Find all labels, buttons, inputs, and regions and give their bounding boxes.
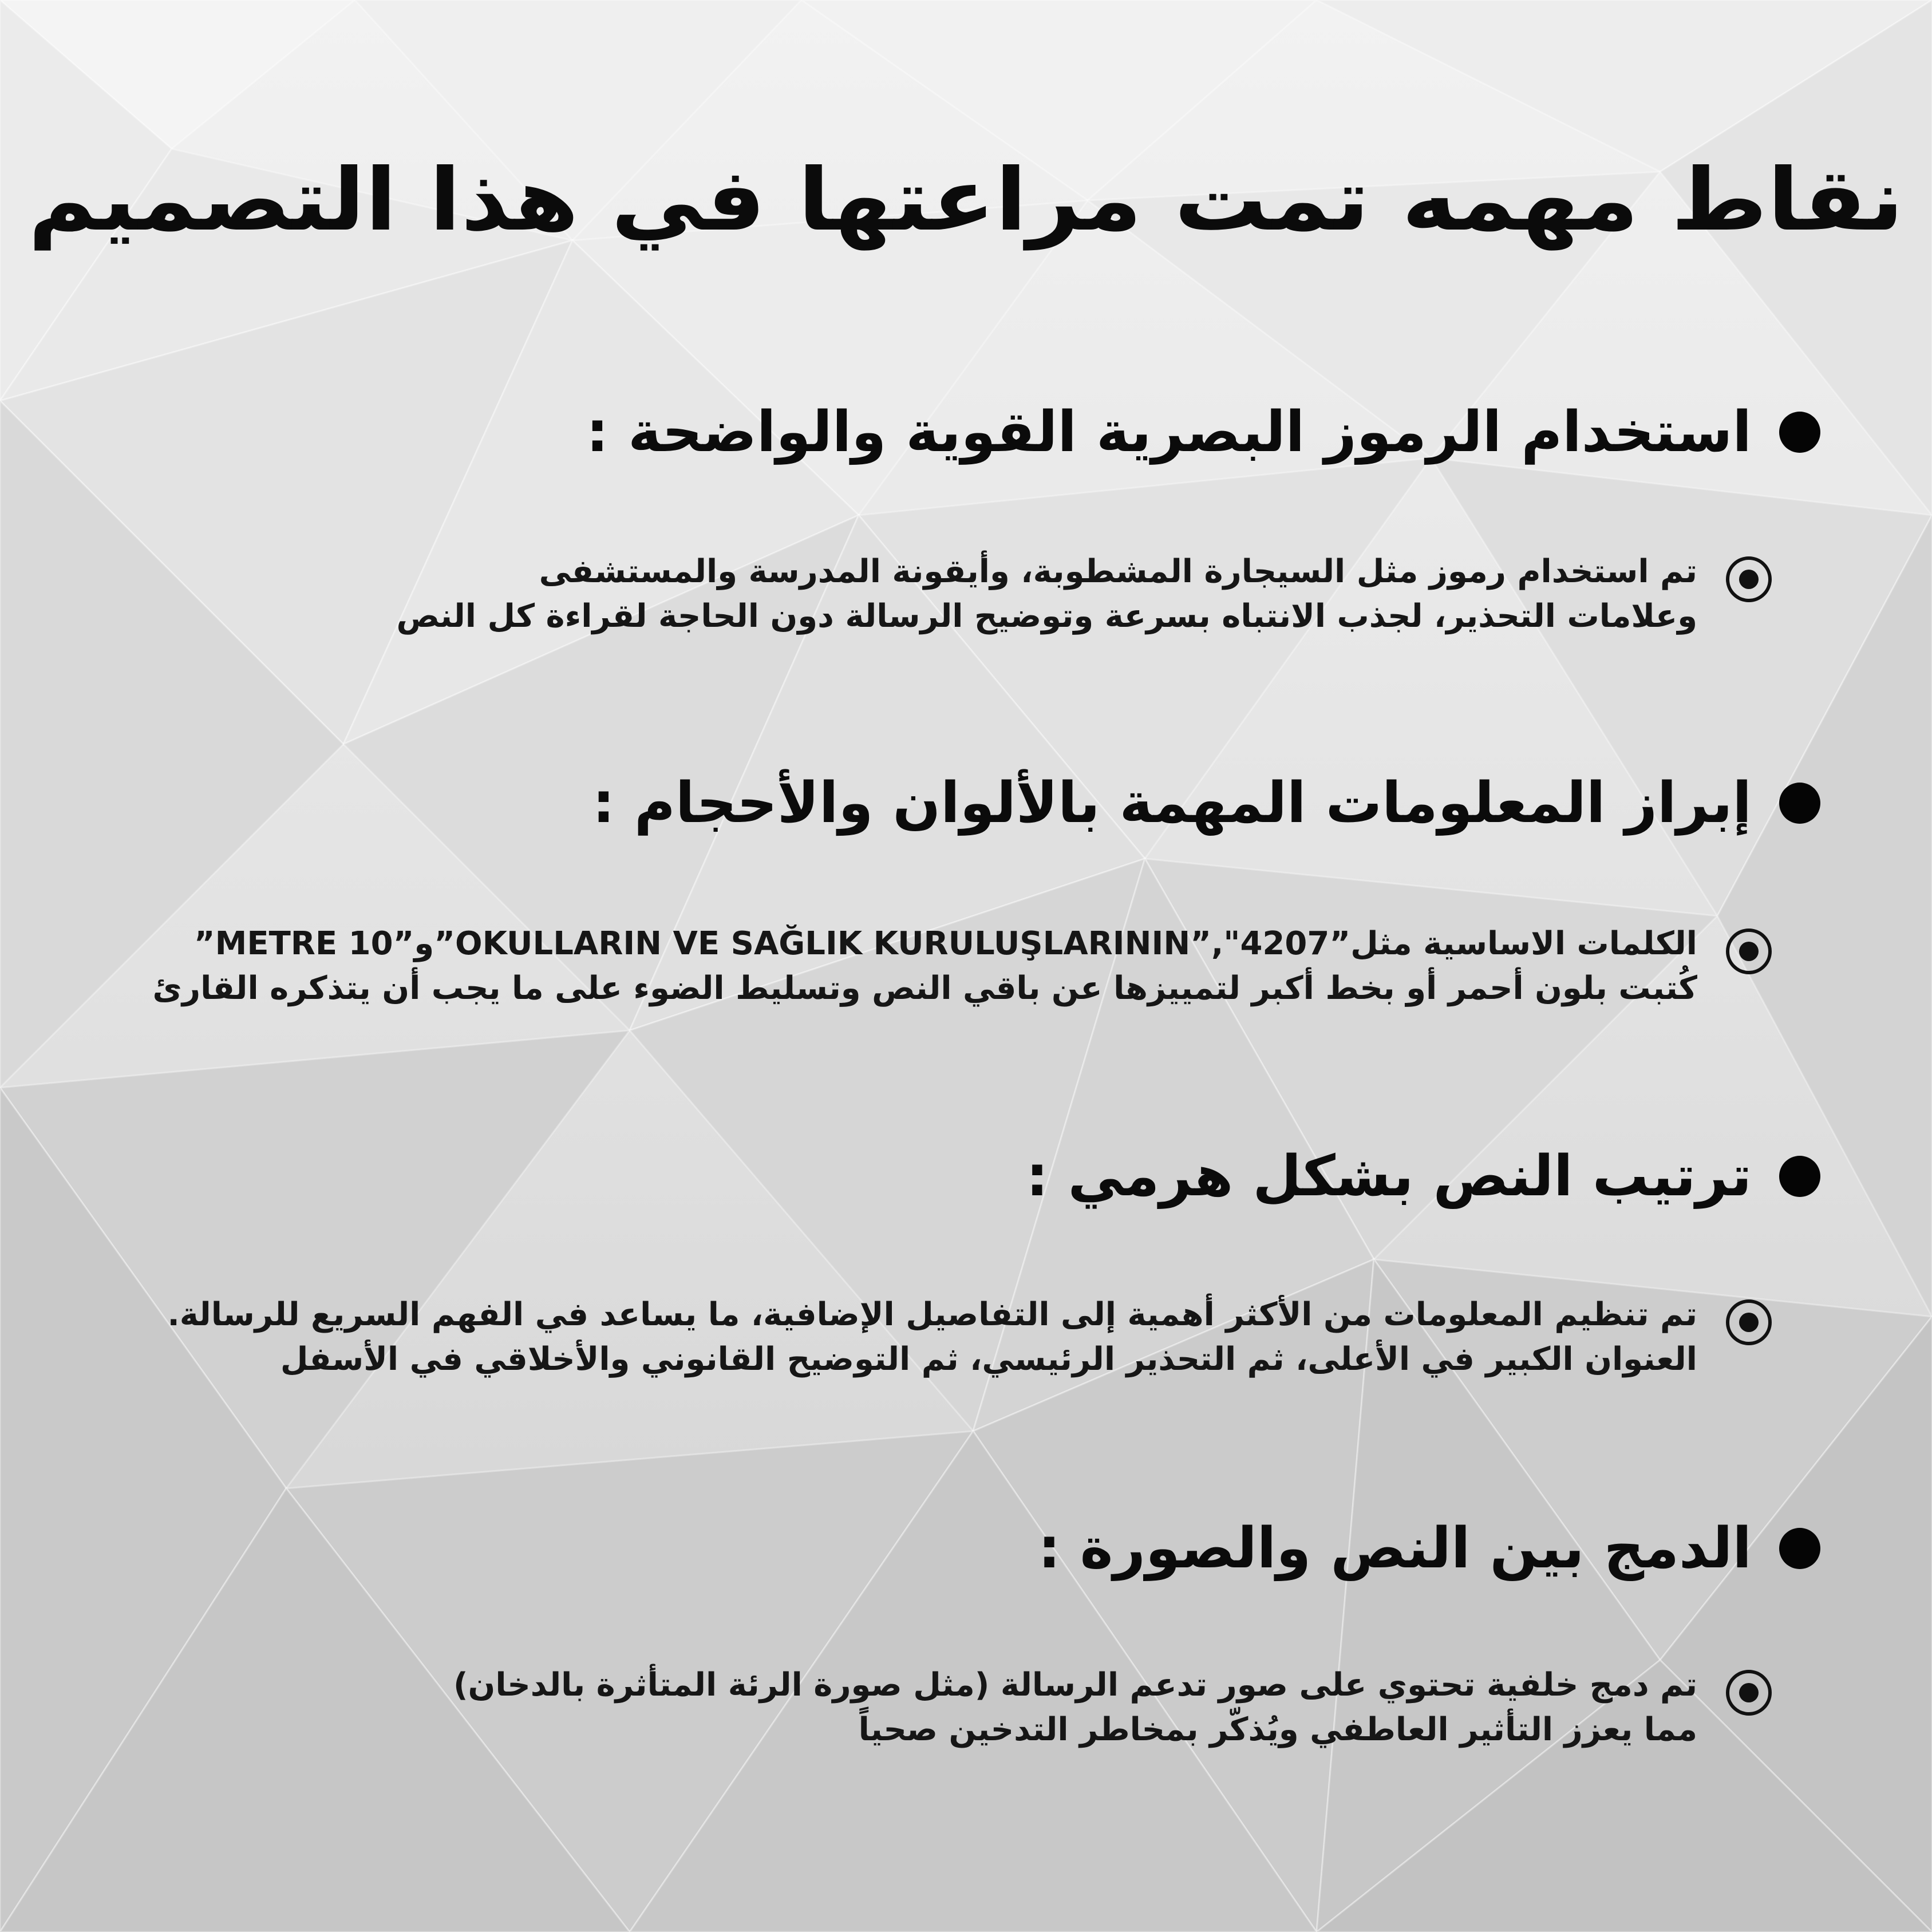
target-bullet-icon: [1726, 556, 1772, 602]
bullet-dot-icon: [1779, 1528, 1820, 1569]
body-line: وعلامات التحذير، لجذب الانتباه بسرعة وتوضيح الرسالة دون الحاجة لقراءة كل النص: [396, 598, 1697, 635]
section-body-text: [396, 550, 1697, 639]
body-line: تم دمج خلفية تحتوي على صور تدعم الرسالة (مثل صورة الرئة المتأثرة بالدخان): [453, 1666, 1697, 1704]
body-line: تم استخدام رموز مثل السيجارة المشطوبة، وأيقونة المدرسة والمستشفى: [539, 553, 1697, 590]
section-heading-text: استخدام الرموز البصرية القوية والواضحة :: [586, 400, 1752, 465]
section-body: [153, 922, 1772, 1011]
body-line: مما يعزز التأثير العاطفي ويُذكّر بمخاطر التدخين صحياً: [858, 1711, 1697, 1748]
section-heading: [586, 395, 1820, 469]
section-body: [396, 550, 1772, 639]
body-line: الكلمات الاساسية مثل”4207",”OKULLARIN VE SAĞLIK KURULUŞLARININ”و”METRE 10”: [193, 925, 1697, 962]
section-body-text: [453, 1663, 1697, 1752]
section-body: [453, 1663, 1772, 1752]
target-bullet-icon: [1726, 1670, 1772, 1716]
section-heading: [1038, 1511, 1820, 1586]
target-bullet-icon: [1726, 929, 1772, 974]
section-heading-text: ترتيب النص بشكل هرمي :: [1026, 1144, 1752, 1209]
body-line: العنوان الكبير في الأعلى، ثم التحذير الرئيسي، ثم التوضيح القانوني والأخلاقي في الأسفل: [280, 1341, 1697, 1378]
body-line: تم تنظيم المعلومات من الأكثر أهمية إلى التفاصيل الإضافية، ما يساعد في الفهم السريع للرسالة.: [167, 1296, 1697, 1333]
section-body-text: [153, 922, 1697, 1011]
section-heading: [592, 766, 1820, 840]
bullet-dot-icon: [1779, 1156, 1820, 1197]
page-title: نقاط مهمه تمت مراعتها في هذا التصميم: [28, 151, 1904, 250]
body-line: كُتبت بلون أحمر أو بخط أكبر لتمييزها عن باقي النص وتسليط الضوء على ما يجب أن يتذكره القارئ: [152, 970, 1697, 1007]
section-heading-text: الدمج بين النص والصورة :: [1038, 1516, 1752, 1581]
section-heading-text: إبراز المعلومات المهمة بالألوان والأحجام :: [592, 771, 1752, 836]
target-bullet-icon: [1726, 1299, 1772, 1345]
section-body-text: [167, 1293, 1697, 1382]
section-heading: [1026, 1139, 1820, 1214]
bullet-dot-icon: [1779, 783, 1820, 824]
bullet-dot-icon: [1779, 412, 1820, 453]
section-body: [167, 1293, 1772, 1382]
